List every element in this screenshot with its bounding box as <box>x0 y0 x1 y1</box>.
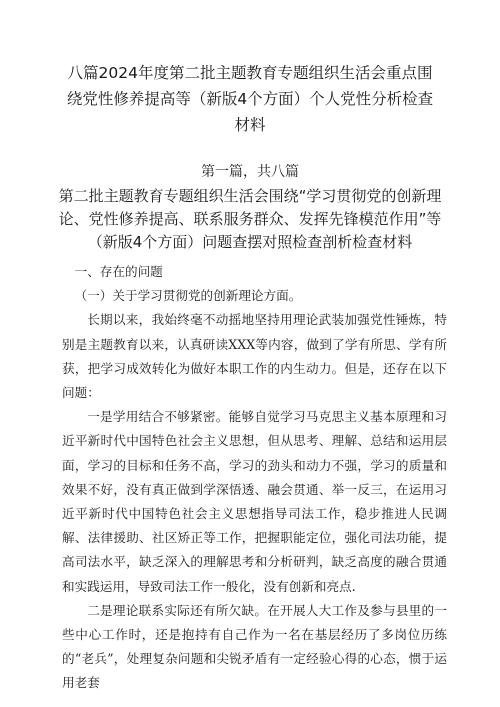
body-paragraph: 长期以来，我始终毫不动摇地坚持用理论武装加强党性锤炼，特别是主题教育以来，认真研读XXX等内容，做到了学有所思、学有所获，把学习成效转化为做好本职工作的内生动力。但是，还存在以下问题： <box>62 312 447 401</box>
part-label: 第一篇，共八篇 <box>201 164 299 180</box>
document-title: 八篇2024年度第二批主题教育专题组织生活会重点围绕党性修养提高等（新版4个方面）个人党性分析检查材料 <box>66 64 434 134</box>
document-body <box>62 260 447 696</box>
body-paragraph: 一是学用结合不够紧密。能够自觉学习马克思主义基本原理和习近平新时代中国特色社会主义思想，但从思考、理解、总结和运用层面，学习的目标和任务不高，学习的劲头和动力不强，学习的质量和效果不好，没有真正做到学深悟透、融会贯通、举一反三，在运用习近平新时代中国特色社会主义思想指导司法工作，稳步推进人民调解、法律援助、社区矫正等工作，把握职能定位，强化司法功能，提高司法水平，缺乏深入的理解思考和分析研判，缺乏高度的融合贯通和实践运用，导致司法工作一般化，没有创新和亮点. <box>62 409 447 594</box>
subheading-theory-study: （一）关于学习贯彻党的创新理论方面。 <box>74 288 302 304</box>
body-paragraph: 二是理论联系实际还有所欠缺。在开展人大工作及参与县里的一些中心工作时，还是抱持有自己作为一名在基层经历了多岗位历练的“老兵”，处理复杂问题和尖锐矛盾有一定经验心得的心态，惯于运用老套 <box>62 602 447 691</box>
heading-existing-problems: 一、存在的问题 <box>74 264 163 279</box>
section-title: 第二批主题教育专题组织生活会围绕“学习贯彻党的创新理论、党性修养提高、联系服务群众、发挥先锋模范作用”等（新版4个方面）问题查摆对照检查剖析检查材料 <box>58 187 442 251</box>
